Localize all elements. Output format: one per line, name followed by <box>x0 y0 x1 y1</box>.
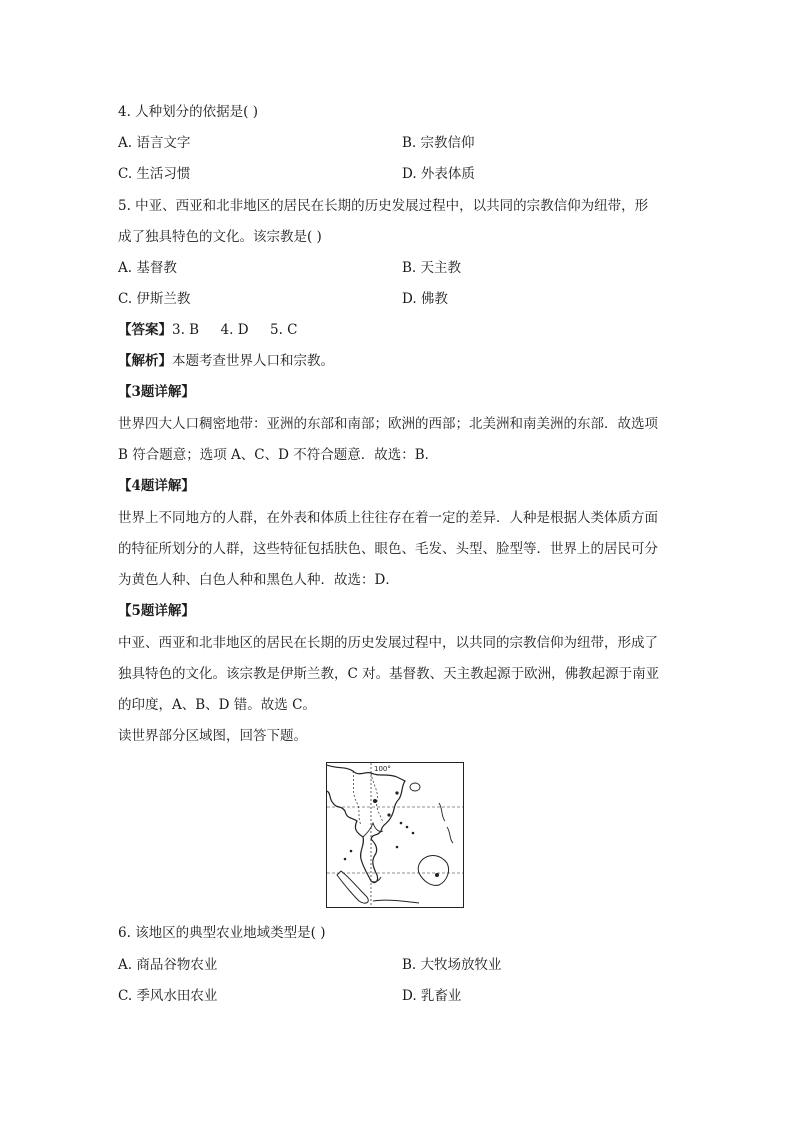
detail-4-line-1: 世界上不同地方的人群，在外表和体质上往往存在着一定的差异．人种是根据人类体质方面 <box>118 510 658 526</box>
detail-4-line-3: 为黄色人种、白色人种和黑色人种．故选：D． <box>118 572 399 588</box>
detail-5-heading: 【5题详解】 <box>118 603 195 619</box>
question-6-option-d: D. 乳畜业 <box>402 988 462 1004</box>
detail-5-line-1: 中亚、西亚和北非地区的居民在长期的历史发展过程中，以共同的宗教信仰为纽带，形成了 <box>118 635 658 651</box>
question-5-stem-line-1: 5. 中亚、西亚和北非地区的居民在长期的历史发展过程中，以共同的宗教信仰为纽带，形 <box>118 198 649 214</box>
longitude-label: 100° <box>374 765 391 773</box>
question-5-option-a: A. 基督教 <box>118 260 177 276</box>
analysis-label: 【解析】 <box>118 353 172 369</box>
answer-text: 3. B 4. D 5. C <box>172 322 298 338</box>
question-6-option-c: C. 季风水田农业 <box>118 988 218 1004</box>
analysis-text: 本题考查世界人口和宗教。 <box>172 353 334 369</box>
detail-3-line-1: 世界四大人口稠密地带：亚洲的东部和南部；欧洲的西部；北美洲和南美洲的东部．故选项 <box>118 416 658 432</box>
question-4-option-b: B. 宗教信仰 <box>402 135 475 151</box>
question-4-option-c: C. 生活习惯 <box>118 166 191 182</box>
analysis-line <box>118 351 334 371</box>
map-drawing <box>327 763 463 907</box>
detail-4-line-2: 的特征所划分的人群，这些特征包括肤色、眼色、毛发、头型、脸型等．世界上的居民可分 <box>118 541 658 557</box>
question-4-option-d: D. 外表体质 <box>402 166 475 182</box>
question-5-stem-line-2: 成了独具特色的文化。该宗教是( ) <box>118 229 322 245</box>
read-map-instruction: 读世界部分区域图，回答下题。 <box>118 728 307 744</box>
detail-3-heading: 【3题详解】 <box>118 384 195 400</box>
question-4-option-a: A. 语言文字 <box>118 135 191 151</box>
answer-label: 【答案】 <box>118 322 172 338</box>
detail-4-heading: 【4题详解】 <box>118 478 195 494</box>
question-5-option-c: C. 伊斯兰教 <box>118 291 191 307</box>
question-6-stem: 6. 该地区的典型农业地域类型是( ) <box>118 925 326 941</box>
detail-5-line-2: 独具特色的文化。该宗教是伊斯兰教，C 对。基督教、天主教起源于欧洲，佛教起源于南亚 <box>118 666 660 682</box>
detail-5-line-3: 的印度，A、B、D 错。故选 C。 <box>118 697 316 713</box>
detail-3-line-2: B 符合题意；选项 A、C、D 不符合题意．故选：B． <box>118 447 439 463</box>
southeast-asia-map <box>326 762 464 908</box>
question-6-option-a: A. 商品谷物农业 <box>118 957 218 973</box>
question-4-stem: 4. 人种划分的依据是( ) <box>118 104 258 120</box>
question-5-option-b: B. 天主教 <box>402 260 462 276</box>
question-6-option-b: B. 大牧场放牧业 <box>402 957 502 973</box>
question-5-option-d: D. 佛教 <box>402 291 448 307</box>
answer-line <box>118 320 298 340</box>
